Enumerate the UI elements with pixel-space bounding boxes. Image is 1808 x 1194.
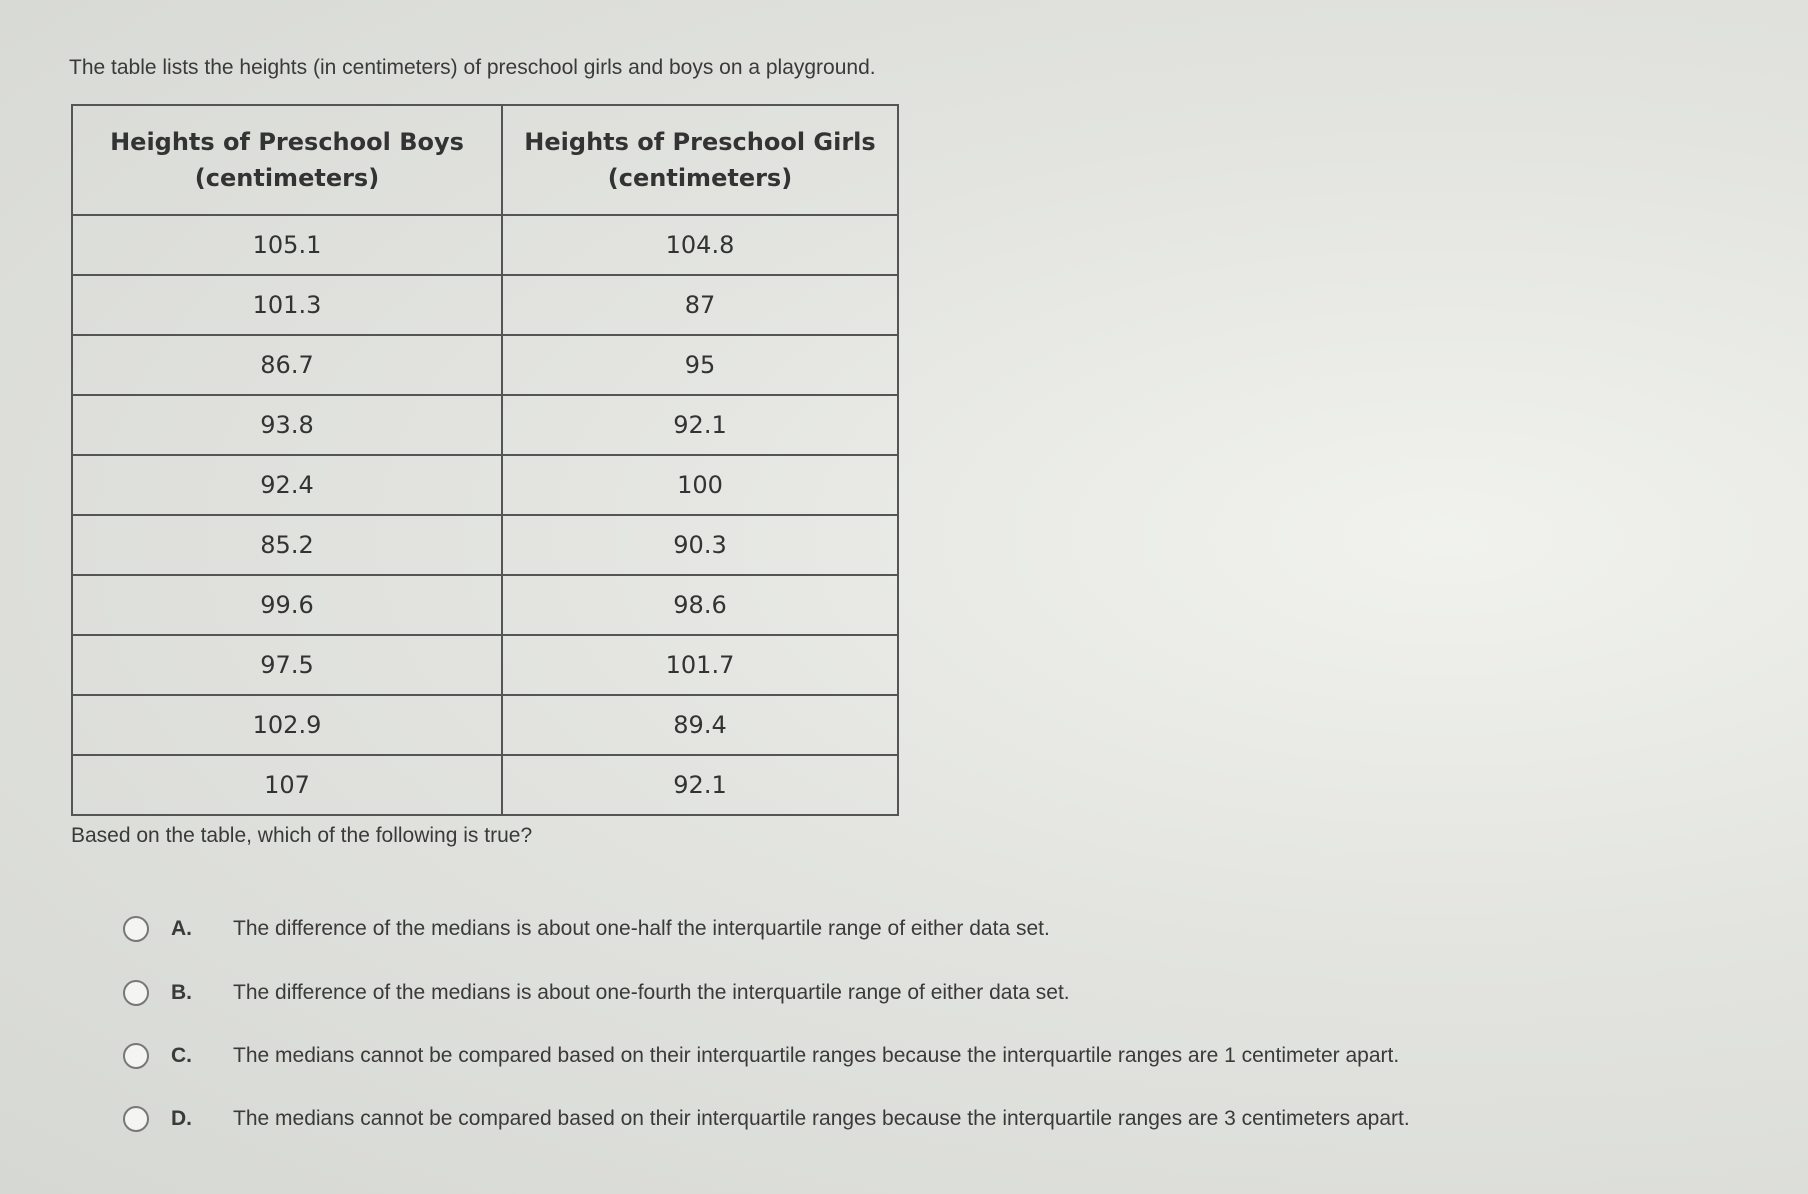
girls-height-cell: 92.1	[502, 755, 898, 815]
radio-button[interactable]	[123, 980, 149, 1006]
radio-button[interactable]	[123, 1043, 149, 1069]
girls-height-cell: 104.8	[502, 215, 898, 275]
answer-option-b[interactable]	[123, 980, 1070, 1006]
option-text: The medians cannot be compared based on their interquartile ranges because the interquartile ranges are 1 centimeter apart.	[233, 1044, 1400, 1067]
answer-option-c[interactable]	[123, 1043, 1399, 1069]
boys-height-cell: 102.9	[72, 695, 502, 755]
header-boys: Heights of Preschool Boys (centimeters)	[72, 105, 502, 215]
boys-height-cell: 107	[72, 755, 502, 815]
answer-option-d[interactable]	[123, 1106, 1410, 1132]
question-text: Based on the table, which of the following is true?	[71, 824, 533, 847]
boys-height-cell: 92.4	[72, 455, 502, 515]
girls-height-cell: 89.4	[502, 695, 898, 755]
table-row	[72, 755, 898, 815]
radio-button[interactable]	[123, 916, 149, 942]
girls-height-cell: 87	[502, 275, 898, 335]
intro-text: The table lists the heights (in centimeters) of preschool girls and boys on a playground.	[69, 56, 876, 79]
boys-height-cell: 86.7	[72, 335, 502, 395]
option-letter: A.	[171, 917, 192, 940]
answer-option-a[interactable]	[123, 916, 1050, 942]
girls-height-cell: 101.7	[502, 635, 898, 695]
table-row	[72, 515, 898, 575]
table-row	[72, 695, 898, 755]
table-header-row	[72, 105, 898, 215]
boys-height-cell: 99.6	[72, 575, 502, 635]
table-row	[72, 575, 898, 635]
table-row	[72, 335, 898, 395]
header-girls: Heights of Preschool Girls (centimeters)	[502, 105, 898, 215]
option-text: The difference of the medians is about one-fourth the interquartile range of either data set.	[233, 981, 1070, 1004]
boys-height-cell: 97.5	[72, 635, 502, 695]
option-letter: C.	[171, 1044, 192, 1067]
option-text: The medians cannot be compared based on their interquartile ranges because the interquartile ranges are 3 centimeters apart.	[233, 1107, 1410, 1130]
heights-table	[71, 104, 899, 816]
boys-height-cell: 105.1	[72, 215, 502, 275]
girls-height-cell: 92.1	[502, 395, 898, 455]
boys-height-cell: 93.8	[72, 395, 502, 455]
option-text: The difference of the medians is about one-half the interquartile range of either data set.	[233, 917, 1050, 940]
girls-height-cell: 98.6	[502, 575, 898, 635]
girls-height-cell: 95	[502, 335, 898, 395]
table-row	[72, 215, 898, 275]
girls-height-cell: 90.3	[502, 515, 898, 575]
table-row	[72, 275, 898, 335]
boys-height-cell: 101.3	[72, 275, 502, 335]
option-letter: B.	[171, 981, 192, 1004]
table-row	[72, 395, 898, 455]
table-row	[72, 455, 898, 515]
option-letter: D.	[171, 1107, 192, 1130]
radio-button[interactable]	[123, 1106, 149, 1132]
table-row	[72, 635, 898, 695]
boys-height-cell: 85.2	[72, 515, 502, 575]
girls-height-cell: 100	[502, 455, 898, 515]
